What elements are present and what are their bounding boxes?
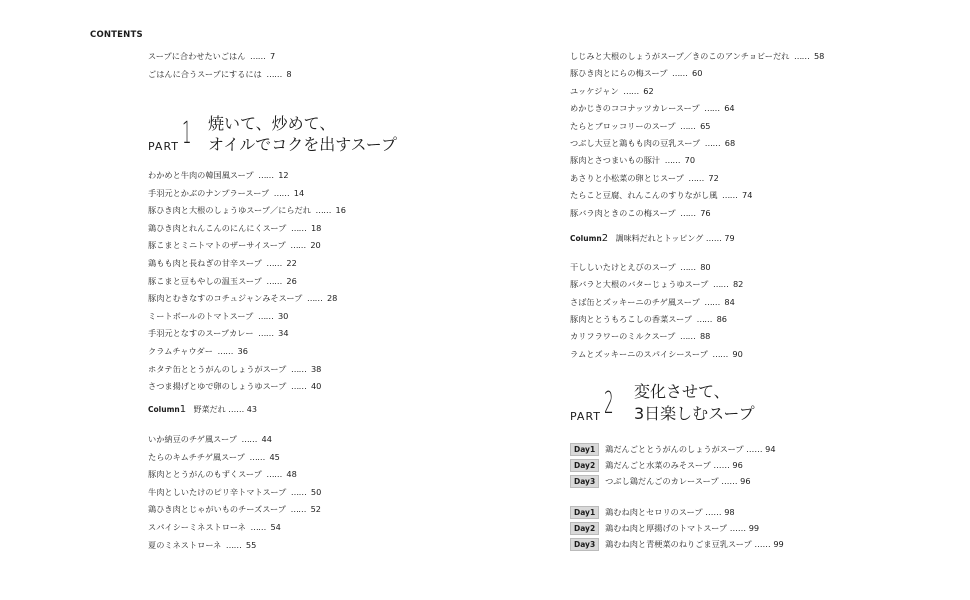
dot-leader: …… — [712, 348, 728, 359]
toc-entry[interactable] — [570, 120, 710, 132]
page-number: 28 — [326, 293, 338, 304]
toc-entry[interactable] — [148, 327, 289, 339]
toc-entry[interactable] — [148, 433, 272, 445]
page-number: 96 — [732, 459, 743, 470]
entry-title: つぶし鶏だんごのカレースープ — [605, 475, 719, 486]
toc-entry[interactable] — [148, 380, 321, 392]
toc-entry[interactable] — [148, 187, 304, 199]
page-number: 79 — [724, 234, 735, 243]
toc-entry[interactable] — [570, 154, 695, 166]
day-entry[interactable] — [570, 475, 751, 488]
dot-leader: …… — [266, 258, 282, 268]
toc-entry[interactable] — [570, 330, 710, 342]
entry-title: 鶏ひき肉とれんこんのにんにくスープ — [148, 222, 287, 233]
toc-entry[interactable] — [148, 292, 337, 304]
page-number: 60 — [692, 68, 703, 79]
day-entry[interactable] — [570, 522, 759, 535]
toc-entry[interactable] — [148, 239, 321, 251]
toc-entry[interactable] — [148, 257, 297, 269]
page-number: 62 — [643, 85, 654, 96]
toc-entry[interactable] — [570, 261, 711, 273]
dot-leader: …… — [290, 381, 307, 392]
entry-title: 手羽元とかぶのナンプラースープ — [148, 187, 270, 198]
page-number: 14 — [293, 187, 305, 198]
dot-leader: …… — [315, 205, 331, 216]
page-number: 76 — [700, 207, 711, 218]
column-title: 野菜だれ — [193, 405, 226, 414]
page-number: 58 — [813, 51, 825, 61]
column-number: 1 — [179, 404, 187, 415]
dot-leader: …… — [722, 190, 738, 201]
day-badge: Day2 — [570, 459, 599, 472]
toc-entry[interactable] — [570, 189, 752, 201]
page-number: 8 — [286, 68, 292, 79]
dot-leader: …… — [680, 262, 696, 272]
page-number: 30 — [277, 310, 289, 321]
toc-entry[interactable] — [148, 204, 346, 216]
column-title: 調味料だれとトッピング — [615, 234, 704, 243]
part-number: 1 — [182, 116, 192, 151]
page-number: 7 — [270, 51, 276, 61]
toc-entry[interactable] — [570, 50, 824, 62]
entry-title: 鶏むね肉と厚揚げのトマトスープ — [605, 522, 728, 533]
dot-leader: …… — [680, 120, 696, 131]
dot-leader: …… — [250, 51, 266, 61]
entry-title: たらのキムチチゲ風スープ — [148, 451, 245, 462]
entry-title: 豚バラと大根のバターじょうゆスープ — [570, 279, 709, 290]
dot-leader: …… — [688, 172, 704, 183]
contents-heading: CONTENTS — [90, 30, 143, 40]
entry-title: 鶏だんごと水菜のみそスープ — [605, 459, 711, 470]
dot-leader: …… — [696, 313, 712, 324]
page-number: 72 — [708, 172, 719, 183]
dot-leader: …… — [266, 68, 282, 79]
toc-entry[interactable] — [148, 222, 321, 234]
toc-entry[interactable] — [148, 521, 281, 533]
page-number: 70 — [684, 155, 696, 166]
entry-title: ユッケジャン — [570, 85, 619, 96]
toc-entry[interactable] — [148, 169, 289, 181]
page-number: 74 — [741, 190, 753, 201]
column-word: Column — [148, 405, 180, 414]
dot-leader: …… — [705, 507, 722, 517]
toc-entry[interactable] — [570, 137, 735, 149]
entry-title: スパイシーミネストローネ — [148, 522, 246, 532]
entry-title: めかじきのココナッツカレースープ — [570, 103, 700, 114]
page-number: 94 — [765, 444, 776, 454]
day-entry[interactable] — [570, 538, 784, 551]
dot-leader: …… — [290, 363, 307, 374]
dot-leader: …… — [225, 539, 242, 550]
entry-title: ミートボールのトマトスープ — [148, 310, 254, 321]
dot-leader: …… — [228, 405, 245, 414]
entry-title: 鶏もも肉と長ねぎの甘辛スープ — [148, 258, 262, 268]
page-number: 99 — [773, 538, 784, 549]
page-number: 54 — [270, 522, 281, 532]
entry-title: いか納豆のチゲ風スープ — [148, 434, 237, 444]
part-label: PART — [570, 410, 602, 423]
entry-title: 豚バラ肉ときのこの梅スープ — [570, 207, 676, 218]
toc-entry[interactable] — [148, 68, 292, 80]
day-badge: Day2 — [570, 522, 599, 535]
dot-leader: …… — [713, 459, 730, 470]
dot-leader: …… — [680, 207, 696, 218]
toc-entry[interactable] — [570, 313, 727, 325]
entry-title: ごはんに合うスープにするには — [148, 68, 262, 79]
dot-leader: …… — [712, 279, 729, 290]
dot-leader: …… — [273, 187, 290, 198]
entry-title: スープに合わせたいごはん — [148, 51, 246, 61]
page-number: 50 — [310, 486, 322, 497]
page-number: 20 — [310, 240, 321, 251]
dot-leader: …… — [679, 331, 696, 342]
part-title-line2: 3日楽しむスープ — [634, 404, 755, 423]
entry-title: 豚こまとミニトマトのザーサイスープ — [148, 240, 286, 251]
page-number: 88 — [699, 331, 711, 342]
dot-leader: …… — [257, 310, 274, 321]
toc-entry[interactable] — [148, 345, 248, 357]
entry-title: 豚ひき肉とにらの梅スープ — [570, 68, 668, 79]
column2-entry[interactable] — [570, 233, 735, 244]
dot-leader: …… — [290, 504, 306, 515]
toc-entry[interactable] — [148, 275, 297, 287]
entry-title: 夏のミネストローネ — [148, 539, 222, 550]
dot-leader: …… — [704, 138, 721, 148]
page-number: 96 — [740, 475, 751, 486]
dot-leader: …… — [241, 434, 257, 444]
toc-entry[interactable] — [570, 348, 743, 360]
page-number: 40 — [310, 381, 322, 392]
dot-leader: …… — [258, 170, 274, 180]
dot-leader: …… — [754, 538, 771, 549]
page-number: 80 — [700, 262, 711, 272]
page-number: 18 — [310, 222, 322, 233]
page-number: 68 — [724, 138, 736, 148]
entry-title: つぶし大豆と鶏もも肉の豆乳スープ — [570, 138, 701, 148]
dot-leader: …… — [704, 296, 720, 307]
toc-entry[interactable] — [148, 503, 321, 515]
page-number: 52 — [310, 504, 321, 515]
page-number: 26 — [286, 275, 297, 286]
page-number: 90 — [732, 348, 743, 359]
entry-title: 豚肉とさつまいもの豚汁 — [570, 155, 661, 166]
page-number: 12 — [278, 170, 289, 180]
page-number: 45 — [269, 451, 280, 462]
column-number: 2 — [601, 233, 609, 244]
entry-title: さば缶とズッキーニのチゲ風スープ — [570, 296, 700, 307]
dot-leader: …… — [290, 240, 306, 251]
entry-title: ホタテ缶ととうがんのしょうがスープ — [148, 363, 287, 374]
toc-entry[interactable] — [570, 207, 711, 219]
day-badge: Day3 — [570, 538, 599, 551]
entry-title: 鶏ひき肉とじゃがいものチーズスープ — [148, 504, 286, 515]
dot-leader: …… — [623, 85, 639, 96]
page-number: 48 — [286, 469, 297, 480]
toc-entry[interactable] — [570, 102, 735, 114]
entry-title: あさりと小松菜の卵とじスープ — [570, 172, 684, 183]
entry-title: さつま揚げとゆで卵のしょうゆスープ — [148, 381, 287, 392]
dot-leader: …… — [705, 234, 722, 243]
toc-entry[interactable] — [148, 363, 321, 375]
page-number: 86 — [716, 313, 728, 324]
entry-title: 豚こまと豆もやしの温玉スープ — [148, 275, 262, 286]
toc-entry[interactable] — [148, 486, 321, 498]
entry-title: 手羽元となすのスープカレー — [148, 328, 254, 339]
column-word: Column — [570, 234, 602, 243]
dot-leader: …… — [250, 522, 266, 532]
entry-title: 鶏だんごととうがんのしょうがスープ — [605, 444, 744, 454]
part-title-line2: オイルでコクを出すスープ — [208, 135, 397, 154]
page-number: 16 — [335, 205, 346, 216]
day-badge: Day1 — [570, 506, 599, 519]
day-entry[interactable] — [570, 506, 735, 519]
dot-leader: …… — [306, 293, 323, 304]
page-number: 34 — [278, 328, 289, 339]
toc-entry[interactable] — [148, 310, 288, 322]
dot-leader: …… — [290, 486, 307, 497]
entry-title: 豚肉ととうがんのもずくスープ — [148, 469, 262, 480]
toc-entry[interactable] — [570, 296, 735, 308]
page-number: 64 — [724, 103, 735, 114]
page-number: 36 — [237, 346, 248, 356]
entry-title: ラムとズッキーニのスパイシースープ — [570, 348, 708, 359]
dot-leader: …… — [258, 328, 274, 339]
day-entry[interactable] — [570, 443, 776, 456]
toc-entry[interactable] — [148, 468, 297, 480]
dot-leader: …… — [266, 275, 282, 286]
toc-entry[interactable] — [148, 539, 256, 551]
toc-entry[interactable] — [570, 278, 743, 290]
entry-title: カリフラワーのミルクスープ — [570, 331, 676, 342]
page-number: 55 — [245, 539, 257, 550]
toc-entry[interactable] — [570, 172, 719, 184]
part-number: 2 — [604, 386, 614, 421]
entry-title: 鶏むね肉とセロリのスープ — [605, 507, 703, 517]
dot-leader: …… — [704, 103, 720, 114]
entry-title: 牛肉としいたけのピリ辛トマトスープ — [148, 486, 287, 497]
part-title-line1: 焼いて、炒めて、 — [208, 114, 336, 133]
dot-leader: …… — [249, 451, 265, 462]
entry-title: 豚肉とむきなすのコチュジャンみそスープ — [148, 293, 303, 304]
part-title-line1: 変化させて、 — [634, 382, 730, 401]
day-badge: Day3 — [570, 475, 599, 488]
entry-title: クラムチャウダー — [148, 346, 213, 356]
page-number: 43 — [246, 405, 257, 414]
page-number: 44 — [261, 434, 272, 444]
dot-leader: …… — [721, 475, 738, 486]
page-number: 22 — [286, 258, 297, 268]
day-entry[interactable] — [570, 459, 743, 472]
entry-title: 鶏むね肉と青梗菜のねりごま豆乳スープ — [605, 538, 752, 549]
page-number: 98 — [724, 507, 735, 517]
dot-leader: …… — [672, 68, 688, 79]
page-number: 82 — [732, 279, 744, 290]
page-number: 99 — [748, 522, 760, 533]
day-badge: Day1 — [570, 443, 599, 456]
entry-title: しじみと大根のしょうがスープ／きのこのアンチョビーだれ — [570, 51, 790, 61]
toc-entry[interactable] — [570, 85, 654, 97]
toc-entry[interactable] — [570, 67, 702, 79]
entry-title: たらこと豆腐、れんこんのすりながし風 — [570, 190, 718, 201]
page-number: 65 — [700, 120, 711, 131]
dot-leader: …… — [290, 222, 307, 233]
dot-leader: …… — [217, 346, 233, 356]
dot-leader: …… — [266, 469, 282, 480]
entry-title: 豚ひき肉と大根のしょうゆスープ／にらだれ — [148, 205, 311, 216]
page-number: 84 — [724, 296, 735, 307]
dot-leader: …… — [793, 51, 810, 61]
entry-title: 干ししいたけとえびのスープ — [570, 262, 676, 272]
toc-entry[interactable] — [148, 50, 275, 62]
entry-title: 豚肉ととうもろこしの香菜スープ — [570, 313, 692, 324]
dot-leader: …… — [664, 155, 681, 166]
entry-title: たらとブロッコリーのスープ — [570, 120, 676, 131]
dot-leader: …… — [729, 522, 747, 533]
part-label: PART — [148, 140, 180, 153]
page-number: 38 — [310, 363, 322, 374]
dot-leader: …… — [746, 444, 763, 454]
column1-entry[interactable] — [148, 404, 257, 415]
toc-entry[interactable] — [148, 451, 280, 463]
entry-title: わかめと牛肉の韓国風スープ — [148, 170, 254, 180]
